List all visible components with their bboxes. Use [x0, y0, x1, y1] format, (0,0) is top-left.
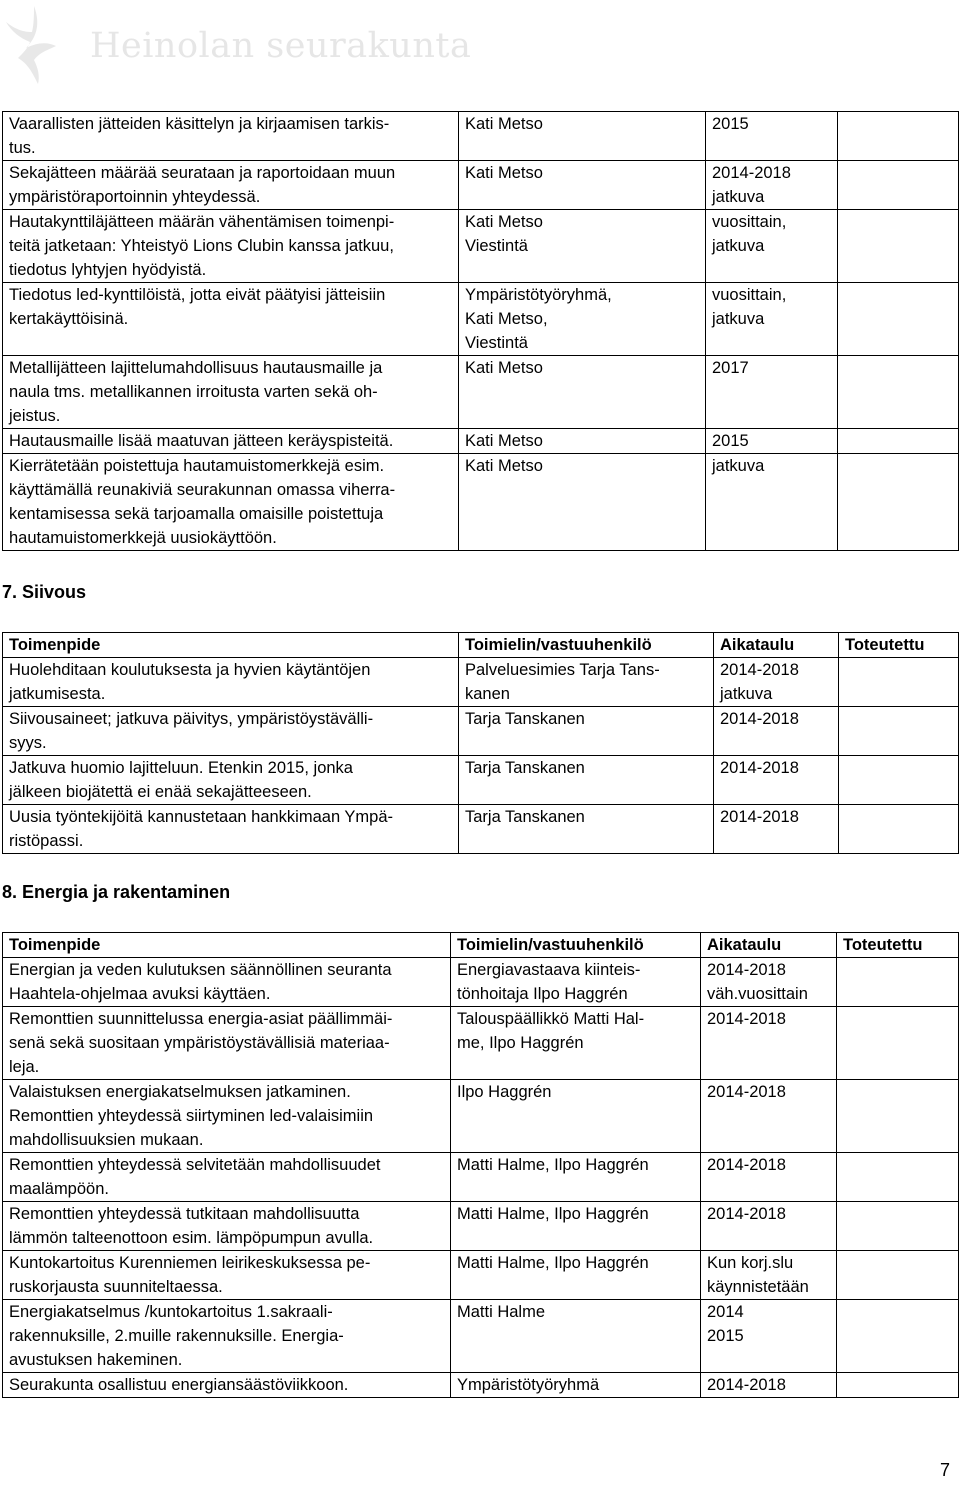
cell-schedule: 2014 2015	[701, 1300, 837, 1373]
cell-action: Valaistuksen energiakatselmuksen jatkaminen. Remonttien yhteydessä siirtyminen led-valaisimiin mahdollisuuksien mukaan.	[3, 1080, 451, 1153]
cell-responsible: Tarja Tanskanen	[459, 707, 714, 756]
cell-schedule: 2014-2018 jatkuva	[714, 658, 839, 707]
table-row	[3, 1251, 959, 1300]
cell-responsible: Ympäristötyöryhmä	[451, 1373, 701, 1398]
table-row	[3, 1373, 959, 1398]
cell-schedule: 2014-2018	[701, 1153, 837, 1202]
cell-action: Remonttien suunnittelussa energia-asiat päällimmäi- senä sekä suositaan ympäristöystävällisiä materiaa- leja.	[3, 1007, 451, 1080]
cell-schedule: vuosittain, jatkuva	[706, 210, 838, 283]
cell-action: Siivousaineet; jatkuva päivitys, ympäristöystävälli- syys.	[3, 707, 459, 756]
cell-responsible: Kati Metso Viestintä	[459, 210, 706, 283]
cell-action: Vaarallisten jätteiden käsittelyn ja kirjaamisen tarkis- tus.	[3, 112, 459, 161]
cell-done	[839, 707, 959, 756]
page-header	[0, 0, 960, 90]
cell-action: Energiakatselmus /kuntokartoitus 1.sakraali- rakennuksille, 2.muille rakennuksille. Energia- avustuksen hakeminen.	[3, 1300, 451, 1373]
cell-responsible: Matti Halme	[451, 1300, 701, 1373]
cell-action: Hautausmaille lisää maatuvan jätteen keräyspisteitä.	[3, 429, 459, 454]
cell-schedule: 2017	[706, 356, 838, 429]
header-responsible: Toimielin/vastuuhenkilö	[459, 633, 714, 658]
cell-action: Energian ja veden kulutuksen säännöllinen seuranta Haahtela-ohjelmaa avuksi käyttäen.	[3, 958, 451, 1007]
table-row	[3, 283, 959, 356]
table-row	[3, 1300, 959, 1373]
cell-responsible: Kati Metso	[459, 454, 706, 551]
waste-table	[2, 111, 959, 551]
table-row	[3, 1080, 959, 1153]
cell-done	[838, 356, 959, 429]
table-row	[3, 356, 959, 429]
table-row	[3, 112, 959, 161]
logo-text: Heinolan seurakunta	[90, 26, 472, 66]
table-row	[3, 958, 959, 1007]
cell-responsible: Energiavastaava kiinteis- tönhoitaja Ilpo Haggrén	[451, 958, 701, 1007]
cell-done	[837, 1251, 959, 1300]
table-row	[3, 429, 959, 454]
cell-done	[837, 1080, 959, 1153]
cell-done	[837, 1007, 959, 1080]
table-row	[3, 1202, 959, 1251]
cell-schedule: 2014-2018	[714, 805, 839, 854]
table-row	[3, 805, 959, 854]
header-schedule: Aikataulu	[701, 933, 837, 958]
cell-done	[838, 112, 959, 161]
header-done: Toteutettu	[839, 633, 959, 658]
cell-done	[838, 454, 959, 551]
cell-schedule: jatkuva	[706, 454, 838, 551]
cell-schedule: 2014-2018	[714, 756, 839, 805]
table-row	[3, 707, 959, 756]
cell-action: Jatkuva huomio lajitteluun. Etenkin 2015, jonka jälkeen biojätettä ei enää sekajätteeseen.	[3, 756, 459, 805]
table-row	[3, 210, 959, 283]
cell-responsible: Tarja Tanskanen	[459, 805, 714, 854]
cell-done	[837, 1373, 959, 1398]
header-schedule: Aikataulu	[714, 633, 839, 658]
cell-done	[838, 429, 959, 454]
header-responsible: Toimielin/vastuuhenkilö	[451, 933, 701, 958]
cell-responsible: Tarja Tanskanen	[459, 756, 714, 805]
cell-action: Metallijätteen lajittelumahdollisuus hautausmaille ja naula tms. metallikannen irroitusta varten sekä oh- jeistus.	[3, 356, 459, 429]
cell-responsible: Kati Metso	[459, 112, 706, 161]
cell-done	[838, 161, 959, 210]
cell-responsible: Ympäristötyöryhmä, Kati Metso, Viestintä	[459, 283, 706, 356]
cell-schedule: vuosittain, jatkuva	[706, 283, 838, 356]
cell-responsible: Kati Metso	[459, 429, 706, 454]
header-action: Toimenpide	[3, 933, 451, 958]
cleaning-table	[2, 632, 959, 854]
cell-done	[837, 958, 959, 1007]
table-row	[3, 1007, 959, 1080]
cell-responsible: Palveluesimies Tarja Tans- kanen	[459, 658, 714, 707]
cell-schedule: 2014-2018	[714, 707, 839, 756]
cell-action: Remonttien yhteydessä tutkitaan mahdollisuutta lämmön talteenottoon esim. lämpöpumpun avulla.	[3, 1202, 451, 1251]
cell-action: Huolehditaan koulutuksesta ja hyvien käytäntöjen jatkumisesta.	[3, 658, 459, 707]
cell-responsible: Kati Metso	[459, 161, 706, 210]
cell-action: Uusia työntekijöitä kannustetaan hankkimaan Ympä- ristöpassi.	[3, 805, 459, 854]
cell-done	[837, 1202, 959, 1251]
cell-responsible: Matti Halme, Ilpo Haggrén	[451, 1202, 701, 1251]
cell-done	[837, 1153, 959, 1202]
table-row	[3, 658, 959, 707]
cell-done	[838, 210, 959, 283]
cell-schedule: 2014-2018	[701, 1202, 837, 1251]
table-row	[3, 1153, 959, 1202]
cell-schedule: Kun korj.slu käynnistetään	[701, 1251, 837, 1300]
cell-done	[839, 805, 959, 854]
cell-responsible: Ilpo Haggrén	[451, 1080, 701, 1153]
cell-action: Tiedotus led-kynttilöistä, jotta eivät päätyisi jätteisiin kertakäyttöisinä.	[3, 283, 459, 356]
cell-schedule: 2014-2018	[701, 1007, 837, 1080]
section-title-cleaning: 7. Siivous	[2, 582, 87, 602]
cross-logo-icon	[4, 2, 84, 86]
cell-done	[839, 658, 959, 707]
cell-action: Seurakunta osallistuu energiansäästöviikkoon.	[3, 1373, 451, 1398]
cell-action: Kuntokartoitus Kurenniemen leirikeskuksessa pe- ruskorjausta suunniteltaessa.	[3, 1251, 451, 1300]
table-row	[3, 161, 959, 210]
cell-responsible: Kati Metso	[459, 356, 706, 429]
cell-done	[837, 1300, 959, 1373]
table-row	[3, 756, 959, 805]
cell-action: Kierrätetään poistettuja hautamuistomerkkejä esim. käyttämällä reunakiviä seurakunnan omassa viherra- kentamisessa sekä tarjoamalla omaisille poistettuja hautamuistomerkkejä uusiokäyttöön.	[3, 454, 459, 551]
table-header-row	[3, 633, 959, 658]
cell-action: Remonttien yhteydessä selvitetään mahdollisuudet maalämpöön.	[3, 1153, 451, 1202]
page-number: 7	[939, 1460, 950, 1480]
cell-responsible: Talouspäällikkö Matti Hal- me, Ilpo Haggrén	[451, 1007, 701, 1080]
cell-action: Hautakynttiläjätteen määrän vähentämisen toimenpi- teitä jatketaan: Yhteistyö Lions Clubin kanssa jatkuu, tiedotus lyhtyjen hyödyistä.	[3, 210, 459, 283]
cell-done	[838, 283, 959, 356]
cell-schedule: 2014-2018	[701, 1373, 837, 1398]
cell-schedule: 2015	[706, 112, 838, 161]
table-row	[3, 454, 959, 551]
section-title-energy: 8. Energia ja rakentaminen	[2, 882, 231, 902]
header-done: Toteutettu	[837, 933, 959, 958]
cell-schedule: 2014-2018 jatkuva	[706, 161, 838, 210]
cell-responsible: Matti Halme, Ilpo Haggrén	[451, 1153, 701, 1202]
header-action: Toimenpide	[3, 633, 459, 658]
cell-schedule: 2014-2018	[701, 1080, 837, 1153]
energy-table	[2, 932, 959, 1398]
cell-schedule: 2015	[706, 429, 838, 454]
cell-action: Sekajätteen määrää seurataan ja raportoidaan muun ympäristöraportoinnin yhteydessä.	[3, 161, 459, 210]
table-header-row	[3, 933, 959, 958]
cell-schedule: 2014-2018 väh.vuosittain	[701, 958, 837, 1007]
cell-done	[839, 756, 959, 805]
cell-responsible: Matti Halme, Ilpo Haggrén	[451, 1251, 701, 1300]
